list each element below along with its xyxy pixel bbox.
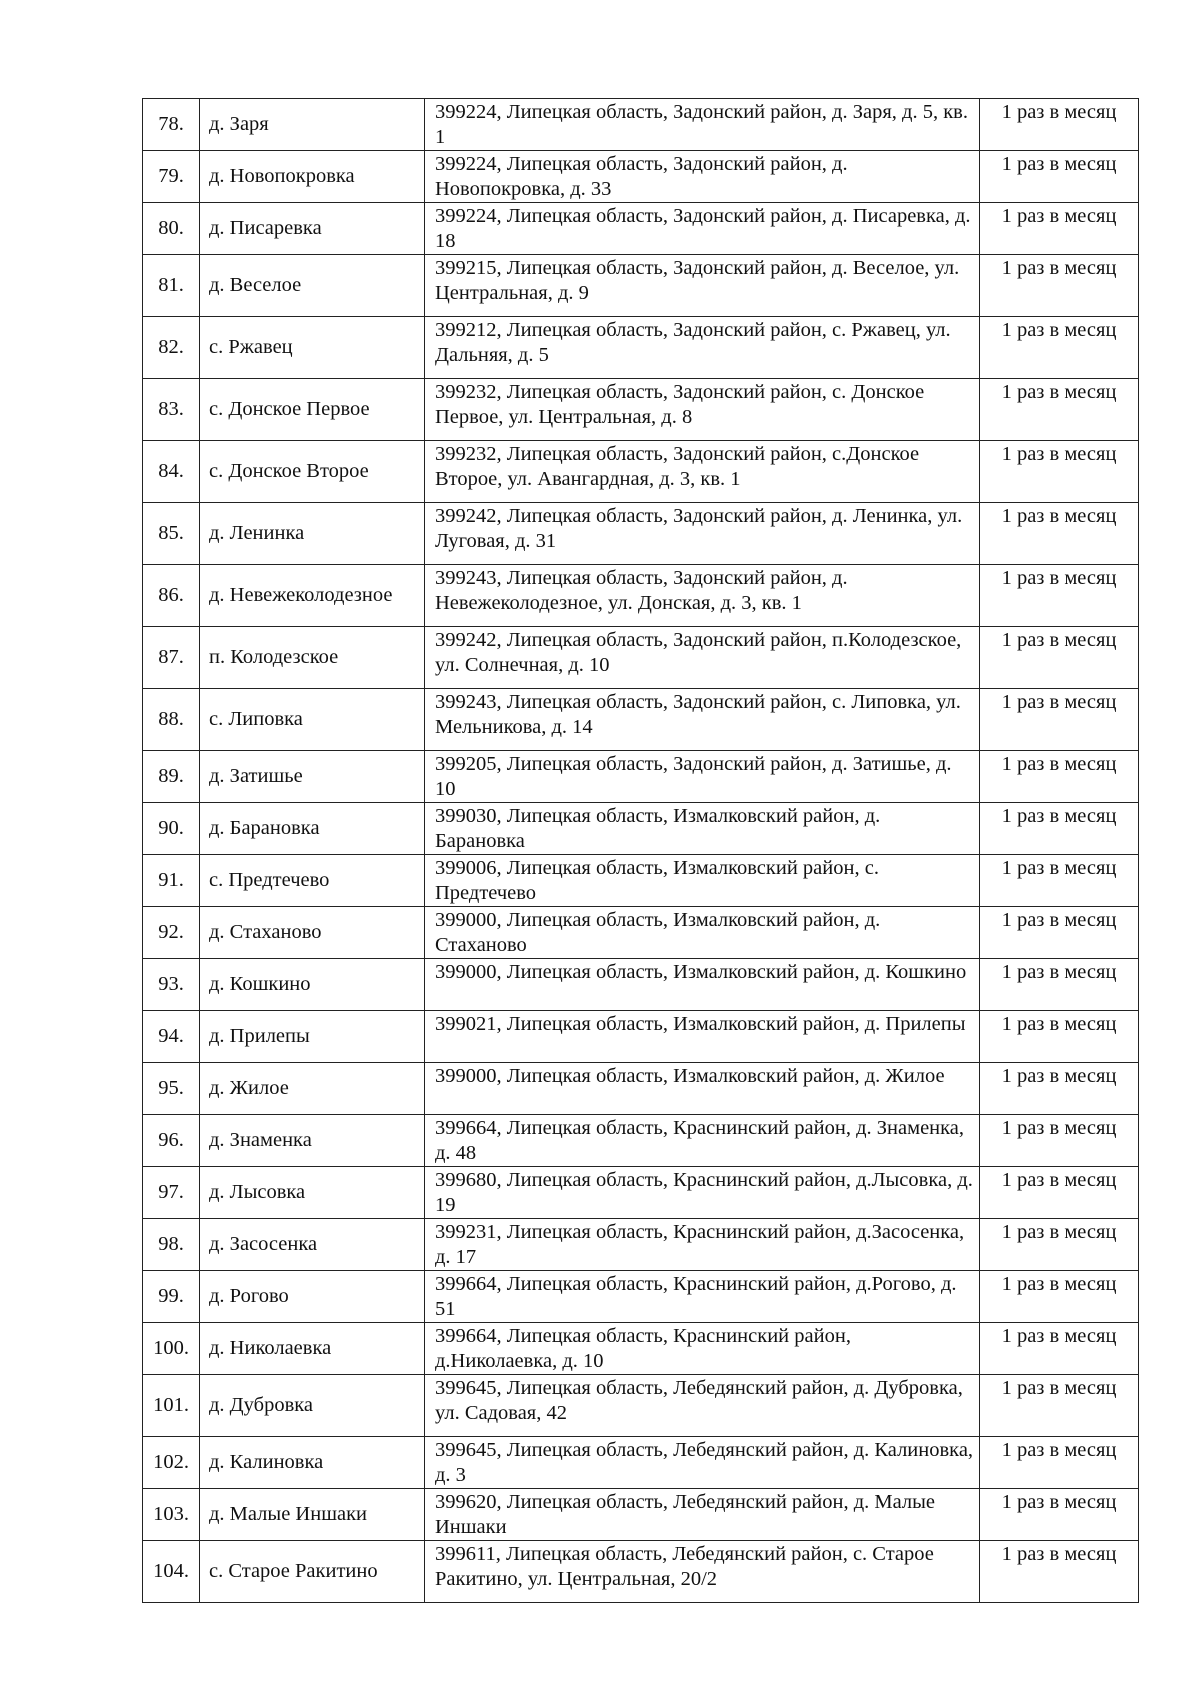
settlement-name: д. Засосенка: [200, 1219, 425, 1271]
visit-frequency: 1 раз в месяц: [980, 855, 1139, 907]
visit-frequency: 1 раз в месяц: [980, 689, 1139, 751]
visit-frequency: 1 раз в месяц: [980, 1011, 1139, 1063]
row-number: 103.: [143, 1489, 200, 1541]
row-number: 96.: [143, 1115, 200, 1167]
settlement-name: д. Калиновка: [200, 1437, 425, 1489]
settlement-name: д. Веселое: [200, 255, 425, 317]
visit-frequency: 1 раз в месяц: [980, 1323, 1139, 1375]
settlement-address: 399000, Липецкая область, Измалковский район, д. Жилое: [425, 1063, 980, 1115]
row-number: 100.: [143, 1323, 200, 1375]
settlement-address: 399664, Липецкая область, Краснинский район, д.Николаевка, д. 10: [425, 1323, 980, 1375]
settlement-name: д. Кошкино: [200, 959, 425, 1011]
settlement-address: 399224, Липецкая область, Задонский район, д. Писаревка, д. 18: [425, 203, 980, 255]
table-row: [143, 1489, 1139, 1541]
row-number: 93.: [143, 959, 200, 1011]
visit-frequency: 1 раз в месяц: [980, 1489, 1139, 1541]
table-row: [143, 151, 1139, 203]
visit-frequency: 1 раз в месяц: [980, 1271, 1139, 1323]
settlement-address: 399232, Липецкая область, Задонский район, с.Донское Вторoе, ул. Авангардная, д. 3, кв. 1: [425, 441, 980, 503]
table-row: [143, 1541, 1139, 1603]
row-number: 95.: [143, 1063, 200, 1115]
visit-frequency: 1 раз в месяц: [980, 99, 1139, 151]
table-row: [143, 255, 1139, 317]
settlement-address: 399620, Липецкая область, Лебедянский район, д. Малые Иншаки: [425, 1489, 980, 1541]
settlement-name: с. Липовка: [200, 689, 425, 751]
row-number: 79.: [143, 151, 200, 203]
row-number: 86.: [143, 565, 200, 627]
settlement-name: д. Заря: [200, 99, 425, 151]
settlement-name: д. Невежеколодезное: [200, 565, 425, 627]
row-number: 84.: [143, 441, 200, 503]
row-number: 94.: [143, 1011, 200, 1063]
table-row: [143, 751, 1139, 803]
settlement-address: 399243, Липецкая область, Задонский район, с. Липовка, ул. Мельникова, д. 14: [425, 689, 980, 751]
table-row: [143, 1375, 1139, 1437]
visit-frequency: 1 раз в месяц: [980, 565, 1139, 627]
row-number: 91.: [143, 855, 200, 907]
settlement-name: д. Знаменка: [200, 1115, 425, 1167]
visit-frequency: 1 раз в месяц: [980, 1375, 1139, 1437]
table-row: [143, 503, 1139, 565]
settlement-name: д. Прилепы: [200, 1011, 425, 1063]
row-number: 82.: [143, 317, 200, 379]
settlement-address: 399611, Липецкая область, Лебедянский район, с. Старое Ракитино, ул. Центральная, 20/2: [425, 1541, 980, 1603]
settlement-address: 399021, Липецкая область, Измалковский район, д. Прилепы: [425, 1011, 980, 1063]
settlement-name: д. Стаханово: [200, 907, 425, 959]
visit-frequency: 1 раз в месяц: [980, 379, 1139, 441]
settlement-address: 399664, Липецкая область, Краснинский район, д.Рогово, д. 51: [425, 1271, 980, 1323]
visit-frequency: 1 раз в месяц: [980, 1219, 1139, 1271]
settlement-address: 399000, Липецкая область, Измалковский район, д. Кошкино: [425, 959, 980, 1011]
visit-frequency: 1 раз в месяц: [980, 627, 1139, 689]
settlement-name: д. Ленинка: [200, 503, 425, 565]
table-row: [143, 1323, 1139, 1375]
table-row: [143, 1437, 1139, 1489]
visit-frequency: 1 раз в месяц: [980, 959, 1139, 1011]
settlement-address: 399224, Липецкая область, Задонский район, д. Заря, д. 5, кв. 1: [425, 99, 980, 151]
table-row: [143, 1167, 1139, 1219]
settlement-address: 399232, Липецкая область, Задонский район, с. Донское Первое, ул. Центральная, д. 8: [425, 379, 980, 441]
settlement-address: 399680, Липецкая область, Краснинский район, д.Лысовка, д. 19: [425, 1167, 980, 1219]
settlement-address: 399664, Липецкая область, Краснинский район, д. Знаменка, д. 48: [425, 1115, 980, 1167]
settlement-address: 399212, Липецкая область, Задонский район, с. Ржавец, ул. Дальняя, д. 5: [425, 317, 980, 379]
settlement-address: 399645, Липецкая область, Лебедянский район, д. Калиновка, д. 3: [425, 1437, 980, 1489]
settlement-name: д. Николаевка: [200, 1323, 425, 1375]
table-row: [143, 203, 1139, 255]
row-number: 78.: [143, 99, 200, 151]
row-number: 99.: [143, 1271, 200, 1323]
settlement-address: 399224, Липецкая область, Задонский район, д. Новопокровка, д. 33: [425, 151, 980, 203]
settlement-name: с. Донское Первое: [200, 379, 425, 441]
settlement-name: с. Донское Второе: [200, 441, 425, 503]
settlement-name: д. Затишье: [200, 751, 425, 803]
settlement-address: 399030, Липецкая область, Измалковский район, д. Барановка: [425, 803, 980, 855]
row-number: 102.: [143, 1437, 200, 1489]
table-row: [143, 1063, 1139, 1115]
settlement-address: 399243, Липецкая область, Задонский район, д. Невежеколодезное, ул. Донская, д. 3, кв. 1: [425, 565, 980, 627]
table-row: [143, 627, 1139, 689]
visit-frequency: 1 раз в месяц: [980, 441, 1139, 503]
table-row: [143, 1115, 1139, 1167]
settlement-address: 399645, Липецкая область, Лебедянский район, д. Дубровка, ул. Садовая, 42: [425, 1375, 980, 1437]
visit-frequency: 1 раз в месяц: [980, 503, 1139, 565]
visit-frequency: 1 раз в месяц: [980, 1063, 1139, 1115]
settlement-name: д. Лысовка: [200, 1167, 425, 1219]
visit-frequency: 1 раз в месяц: [980, 1115, 1139, 1167]
table-row: [143, 1011, 1139, 1063]
table-row: [143, 1219, 1139, 1271]
table-row: [143, 565, 1139, 627]
settlement-name: д. Новопокровка: [200, 151, 425, 203]
visit-frequency: 1 раз в месяц: [980, 1437, 1139, 1489]
settlement-name: д. Жилое: [200, 1063, 425, 1115]
visit-frequency: 1 раз в месяц: [980, 151, 1139, 203]
table-row: [143, 441, 1139, 503]
settlement-name: с. Предтечево: [200, 855, 425, 907]
visit-frequency: 1 раз в месяц: [980, 907, 1139, 959]
table-row: [143, 907, 1139, 959]
row-number: 85.: [143, 503, 200, 565]
settlement-address: 399000, Липецкая область, Измалковский район, д. Стаханово: [425, 907, 980, 959]
settlement-address: 399205, Липецкая область, Задонский район, д. Затишье, д. 10: [425, 751, 980, 803]
row-number: 87.: [143, 627, 200, 689]
table-row: [143, 317, 1139, 379]
row-number: 80.: [143, 203, 200, 255]
visit-frequency: 1 раз в месяц: [980, 203, 1139, 255]
visit-frequency: 1 раз в месяц: [980, 317, 1139, 379]
row-number: 92.: [143, 907, 200, 959]
settlement-name: с. Старое Ракитино: [200, 1541, 425, 1603]
row-number: 97.: [143, 1167, 200, 1219]
table-row: [143, 379, 1139, 441]
row-number: 83.: [143, 379, 200, 441]
settlements-table-body: [143, 99, 1139, 1603]
settlement-name: с. Ржавец: [200, 317, 425, 379]
visit-frequency: 1 раз в месяц: [980, 751, 1139, 803]
settlement-name: д. Писаревка: [200, 203, 425, 255]
settlement-address: 399006, Липецкая область, Измалковский район, с. Предтечево: [425, 855, 980, 907]
table-row: [143, 689, 1139, 751]
row-number: 104.: [143, 1541, 200, 1603]
settlement-address: 399215, Липецкая область, Задонский район, д. Веселое, ул. Центральная, д. 9: [425, 255, 980, 317]
row-number: 98.: [143, 1219, 200, 1271]
row-number: 90.: [143, 803, 200, 855]
table-row: [143, 1271, 1139, 1323]
settlement-address: 399231, Липецкая область, Краснинский район, д.Засосенка, д. 17: [425, 1219, 980, 1271]
visit-frequency: 1 раз в месяц: [980, 803, 1139, 855]
visit-frequency: 1 раз в месяц: [980, 255, 1139, 317]
settlement-address: 399242, Липецкая область, Задонский район, п.Колодезское, ул. Солнечная, д. 10: [425, 627, 980, 689]
visit-frequency: 1 раз в месяц: [980, 1167, 1139, 1219]
table-row: [143, 99, 1139, 151]
settlement-name: д. Барановка: [200, 803, 425, 855]
table-row: [143, 855, 1139, 907]
table-row: [143, 803, 1139, 855]
settlements-table: [142, 98, 1139, 1603]
row-number: 89.: [143, 751, 200, 803]
settlement-name: п. Колодезское: [200, 627, 425, 689]
settlement-address: 399242, Липецкая область, Задонский район, д. Ленинка, ул. Луговая, д. 31: [425, 503, 980, 565]
visit-frequency: 1 раз в месяц: [980, 1541, 1139, 1603]
row-number: 101.: [143, 1375, 200, 1437]
row-number: 88.: [143, 689, 200, 751]
settlement-name: д. Дубровка: [200, 1375, 425, 1437]
row-number: 81.: [143, 255, 200, 317]
settlement-name: д. Рогово: [200, 1271, 425, 1323]
table-row: [143, 959, 1139, 1011]
settlement-name: д. Малые Иншаки: [200, 1489, 425, 1541]
